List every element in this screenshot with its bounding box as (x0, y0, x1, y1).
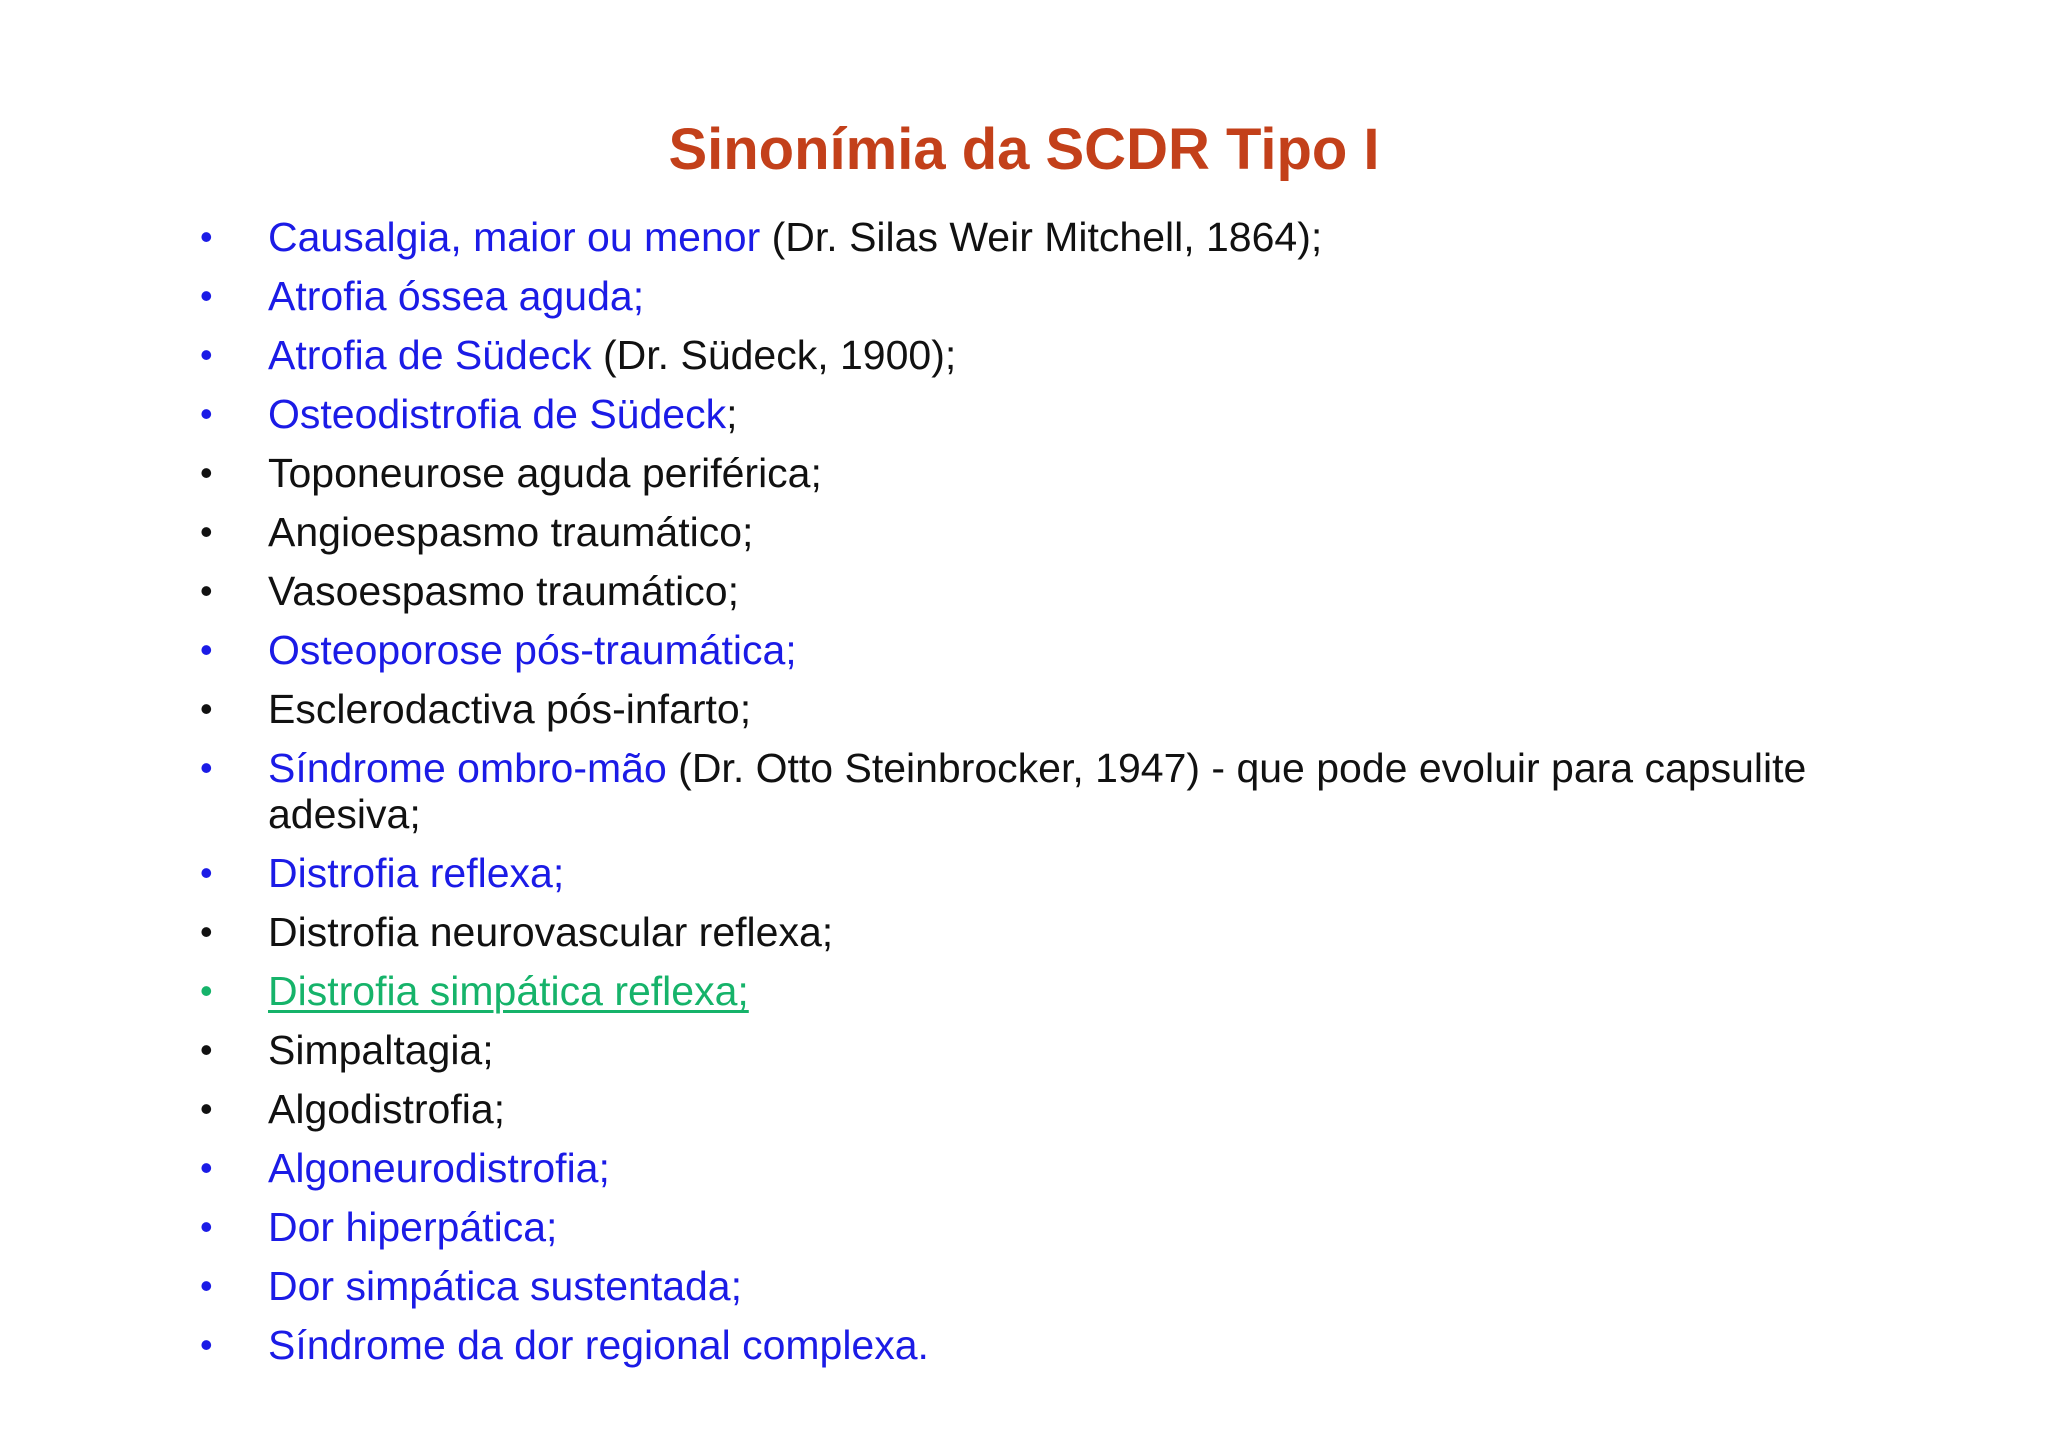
list-item (196, 1027, 1836, 1073)
list-item-text-segment: (Dr. Otto Steinbrocker, 1947) - que pode evoluir para capsulite adesiva; (268, 745, 1807, 837)
list-item (196, 214, 1836, 260)
bullet-dot-icon: • (200, 629, 213, 670)
list-item-text-segment: Distrofia reflexa; (268, 850, 565, 896)
list-item (196, 1263, 1836, 1309)
bullet-dot-icon: • (200, 852, 213, 893)
list-item-text-segment: Atrofia óssea aguda; (268, 273, 645, 319)
list-item-text-segment: Causalgia, maior ou menor (268, 214, 761, 260)
list-item-text (268, 568, 739, 614)
list-item-text-segment: Algoneurodistrofia; (268, 1145, 610, 1191)
list-item (196, 391, 1836, 437)
bullet-dot-icon: • (200, 393, 213, 434)
bullet-dot-icon: • (200, 334, 213, 375)
list-item (196, 1145, 1836, 1191)
bullet-dot-icon: • (200, 970, 213, 1011)
list-item-text-segment: (Dr. Silas Weir Mitchell, 1864); (760, 214, 1323, 260)
list-item-text (268, 391, 738, 437)
list-item-text (268, 1086, 505, 1132)
list-item-text (268, 450, 822, 496)
list-item (196, 1204, 1836, 1250)
bullet-dot-icon: • (200, 216, 213, 257)
bullet-dot-icon: • (200, 1265, 213, 1306)
list-item-text (268, 273, 644, 319)
slide-title: Sinonímia da SCDR Tipo I (668, 117, 1380, 182)
list-item-text-segment: Dor hiperpática; (268, 1204, 558, 1250)
list-item-text-segment: Toponeurose aguda periférica; (268, 450, 822, 496)
bullet-dot-icon: • (200, 747, 213, 788)
list-item (196, 1322, 1836, 1368)
list-item-text (268, 1145, 610, 1191)
bullet-dot-icon: • (200, 1324, 213, 1365)
list-item-text (268, 1263, 742, 1309)
list-item (196, 332, 1836, 378)
list-item-text (268, 850, 564, 896)
bullet-dot-icon: • (200, 511, 213, 552)
list-item-text (268, 1204, 557, 1250)
bullet-dot-icon: • (200, 1147, 213, 1188)
bullet-dot-icon: • (200, 452, 213, 493)
bullet-dot-icon: • (200, 570, 213, 611)
list-item-text-segment: ; (726, 391, 738, 437)
list-item-text-segment: Dor simpática sustentada; (268, 1263, 743, 1309)
bullet-dot-icon: • (200, 1206, 213, 1247)
list-item-text-segment: Síndrome ombro-mão (268, 745, 667, 791)
list-item-text-segment: Simpaltagia; (268, 1027, 494, 1073)
list-item-text (268, 909, 833, 955)
list-item (196, 850, 1836, 896)
list-item-text (268, 509, 753, 555)
list-item-text (268, 627, 797, 673)
list-item-text-segment: Distrofia simpática reflexa; (268, 968, 749, 1014)
list-item-text-segment: Algodistrofia; (268, 1086, 506, 1132)
bullet-dot-icon: • (200, 1088, 213, 1129)
list-item-text (268, 1322, 929, 1368)
list-item-text-segment: Osteoporose pós-traumática; (268, 627, 797, 673)
list-item-text-segment: Angioespasmo traumático; (268, 509, 754, 555)
list-item (196, 273, 1836, 319)
bullet-dot-icon: • (200, 688, 213, 729)
list-item (196, 745, 1836, 837)
list-item (196, 1086, 1836, 1132)
list-item-text-segment: Atrofia de Südeck (268, 332, 592, 378)
list-item (196, 909, 1836, 955)
list-item-text-segment: Síndrome da dor regional complexa. (268, 1322, 929, 1368)
list-item-text-segment: Vasoespasmo traumático; (268, 568, 739, 614)
list-item (196, 627, 1836, 673)
list-item-text (268, 968, 749, 1014)
list-item-text (268, 214, 1322, 260)
bullet-dot-icon: • (200, 1029, 213, 1070)
list-item-text (268, 1027, 494, 1073)
bullet-dot-icon: • (200, 275, 213, 316)
list-item (196, 509, 1836, 555)
list-item (196, 568, 1836, 614)
list-item (196, 968, 1836, 1014)
bullet-dot-icon: • (200, 911, 213, 952)
list-item-text (268, 686, 751, 732)
synonym-list (196, 214, 1836, 1381)
list-item (196, 686, 1836, 732)
list-item-text-segment: (Dr. Südeck, 1900); (591, 332, 957, 378)
list-item-text-segment: Distrofia neurovascular reflexa; (268, 909, 834, 955)
list-item-text-segment: Osteodistrofia de Südeck (268, 391, 727, 437)
list-item-text-segment: Esclerodactiva pós-infarto; (268, 686, 752, 732)
list-item-text (268, 332, 956, 378)
list-item-text (268, 745, 1806, 837)
list-item (196, 450, 1836, 496)
